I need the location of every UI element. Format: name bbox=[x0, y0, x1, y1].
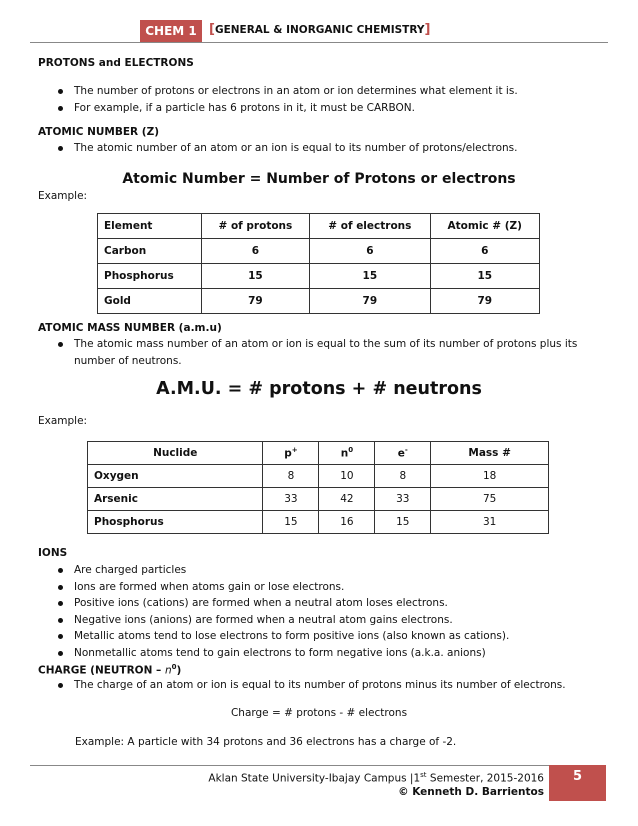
table-header-row bbox=[88, 442, 549, 465]
table-row bbox=[88, 488, 549, 511]
table-cell: 15 bbox=[201, 264, 310, 289]
list-item: The number of protons or electrons in an atom or ion determines what element it is. bbox=[58, 83, 518, 100]
charge-section-title bbox=[38, 663, 181, 677]
table-cell: 15 bbox=[430, 264, 540, 289]
list-item: For example, if a particle has 6 protons in it, it must be CARBON. bbox=[58, 100, 518, 117]
table-cell: Phosphorus bbox=[88, 511, 263, 534]
list-item: The charge of an atom or ion is equal to its number of protons minus its number of electrons. bbox=[58, 677, 566, 694]
header-e: e bbox=[397, 447, 405, 460]
header-divider bbox=[30, 42, 608, 43]
table-row bbox=[88, 465, 549, 488]
table-cell: 6 bbox=[430, 239, 540, 264]
table-cell: 8 bbox=[375, 465, 431, 488]
table-cell: 6 bbox=[310, 239, 430, 264]
table-cell: 15 bbox=[263, 511, 319, 534]
table-cell: 31 bbox=[431, 511, 549, 534]
footer-campus-text: Aklan State University-Ibajay Campus |1 bbox=[208, 772, 421, 785]
mass-number-table bbox=[87, 441, 549, 534]
table-cell: 15 bbox=[310, 264, 430, 289]
atomic-number-table bbox=[97, 213, 540, 314]
table-header-cell: Atomic # (Z) bbox=[430, 214, 540, 239]
table-cell: 10 bbox=[319, 465, 375, 488]
table-row bbox=[98, 289, 540, 314]
table-cell: Phosphorus bbox=[98, 264, 202, 289]
header-e-sup: - bbox=[404, 446, 408, 455]
list-item: The atomic number of an atom or an ion is equal to its number of protons/electrons. bbox=[58, 140, 517, 157]
footer-semester: Semester, 2015-2016 bbox=[426, 772, 544, 785]
table-cell: 18 bbox=[431, 465, 549, 488]
protons-bullet-list bbox=[58, 83, 518, 116]
table-cell: 33 bbox=[375, 488, 431, 511]
table-cell: 8 bbox=[263, 465, 319, 488]
amu-formula: A.M.U. = # protons + # neutrons bbox=[156, 379, 482, 399]
atomic-number-formula: Atomic Number = Number of Protons or electrons bbox=[122, 171, 516, 187]
table-header-cell bbox=[319, 442, 375, 465]
header-n: n bbox=[340, 447, 349, 460]
atomic-number-bullet-list bbox=[58, 140, 517, 157]
header-title bbox=[209, 22, 430, 37]
table-cell: Gold bbox=[98, 289, 202, 314]
table-cell: 16 bbox=[319, 511, 375, 534]
list-item: Metallic atoms tend to lose electrons to form positive ions (also known as cations). bbox=[58, 628, 509, 645]
table-cell: Carbon bbox=[98, 239, 202, 264]
list-item: Ions are formed when atoms gain or lose electrons. bbox=[58, 579, 509, 596]
charge-example: Example: A particle with 34 protons and 36 electrons has a charge of -2. bbox=[75, 736, 457, 748]
header-bracket-close: ] bbox=[424, 22, 431, 37]
table-row bbox=[98, 239, 540, 264]
header-chem-badge: CHEM 1 bbox=[140, 20, 202, 42]
header-p: p bbox=[284, 447, 292, 460]
mass-number-example-label: Example: bbox=[38, 415, 88, 427]
list-item bbox=[58, 336, 577, 369]
header-bracket-open: [ bbox=[209, 22, 215, 37]
charge-title-main: CHARGE (NEUTRON – bbox=[38, 664, 165, 677]
table-header-cell: Nuclide bbox=[88, 442, 263, 465]
ions-section-title: IONS bbox=[38, 547, 68, 559]
footer-divider bbox=[30, 765, 578, 766]
atomic-number-example-label: Example: bbox=[38, 190, 88, 202]
table-header-cell: # of protons bbox=[201, 214, 310, 239]
table-cell: 33 bbox=[263, 488, 319, 511]
table-header-cell bbox=[375, 442, 431, 465]
list-item: Are charged particles bbox=[58, 562, 509, 579]
charge-title-n: n bbox=[164, 664, 172, 677]
atomic-number-section-title: ATOMIC NUMBER (Z) bbox=[38, 126, 160, 138]
list-item: Negative ions (anions) are formed when a neutral atom gains electrons. bbox=[58, 612, 509, 629]
header-n-sup: 0 bbox=[348, 446, 354, 455]
table-cell: Arsenic bbox=[88, 488, 263, 511]
table-header-cell bbox=[263, 442, 319, 465]
charge-title-close: ) bbox=[176, 664, 182, 677]
table-header-cell: Element bbox=[98, 214, 202, 239]
table-cell: Oxygen bbox=[88, 465, 263, 488]
table-header-cell: Mass # bbox=[431, 442, 549, 465]
footer-credit: © Kenneth D. Barrientos bbox=[398, 786, 544, 798]
mass-number-section-title: ATOMIC MASS NUMBER (a.m.u) bbox=[38, 322, 222, 334]
table-cell: 79 bbox=[310, 289, 430, 314]
mass-number-bullet-line1: The atomic mass number of an atom or ion is equal to the sum of its number of protons plus its bbox=[74, 338, 578, 350]
table-cell: 15 bbox=[375, 511, 431, 534]
charge-title-sup: 0 bbox=[171, 663, 177, 671]
footer-sup: st bbox=[420, 771, 427, 779]
table-cell: 75 bbox=[431, 488, 549, 511]
table-cell: 42 bbox=[319, 488, 375, 511]
mass-number-bullet-line2: number of neutrons. bbox=[74, 354, 182, 367]
header-title-text: GENERAL & INORGANIC CHEMISTRY bbox=[214, 24, 425, 36]
mass-number-bullet-list bbox=[58, 336, 577, 369]
footer-campus bbox=[208, 771, 544, 785]
ions-bullet-list bbox=[58, 562, 509, 661]
table-header-row bbox=[98, 214, 540, 239]
table-cell: 79 bbox=[201, 289, 310, 314]
list-item: Positive ions (cations) are formed when a neutral atom loses electrons. bbox=[58, 595, 509, 612]
header-p-sup: + bbox=[291, 446, 298, 455]
charge-bullet-list bbox=[58, 677, 566, 694]
list-item: Nonmetallic atoms tend to gain electrons to form negative ions (a.k.a. anions) bbox=[58, 645, 509, 662]
page-number: 5 bbox=[549, 765, 606, 801]
table-row bbox=[98, 264, 540, 289]
table-header-cell: # of electrons bbox=[310, 214, 430, 239]
protons-section-title: PROTONS and ELECTRONS bbox=[38, 57, 194, 69]
table-cell: 79 bbox=[430, 289, 540, 314]
table-row bbox=[88, 511, 549, 534]
table-cell: 6 bbox=[201, 239, 310, 264]
charge-equation: Charge = # protons - # electrons bbox=[230, 707, 408, 719]
